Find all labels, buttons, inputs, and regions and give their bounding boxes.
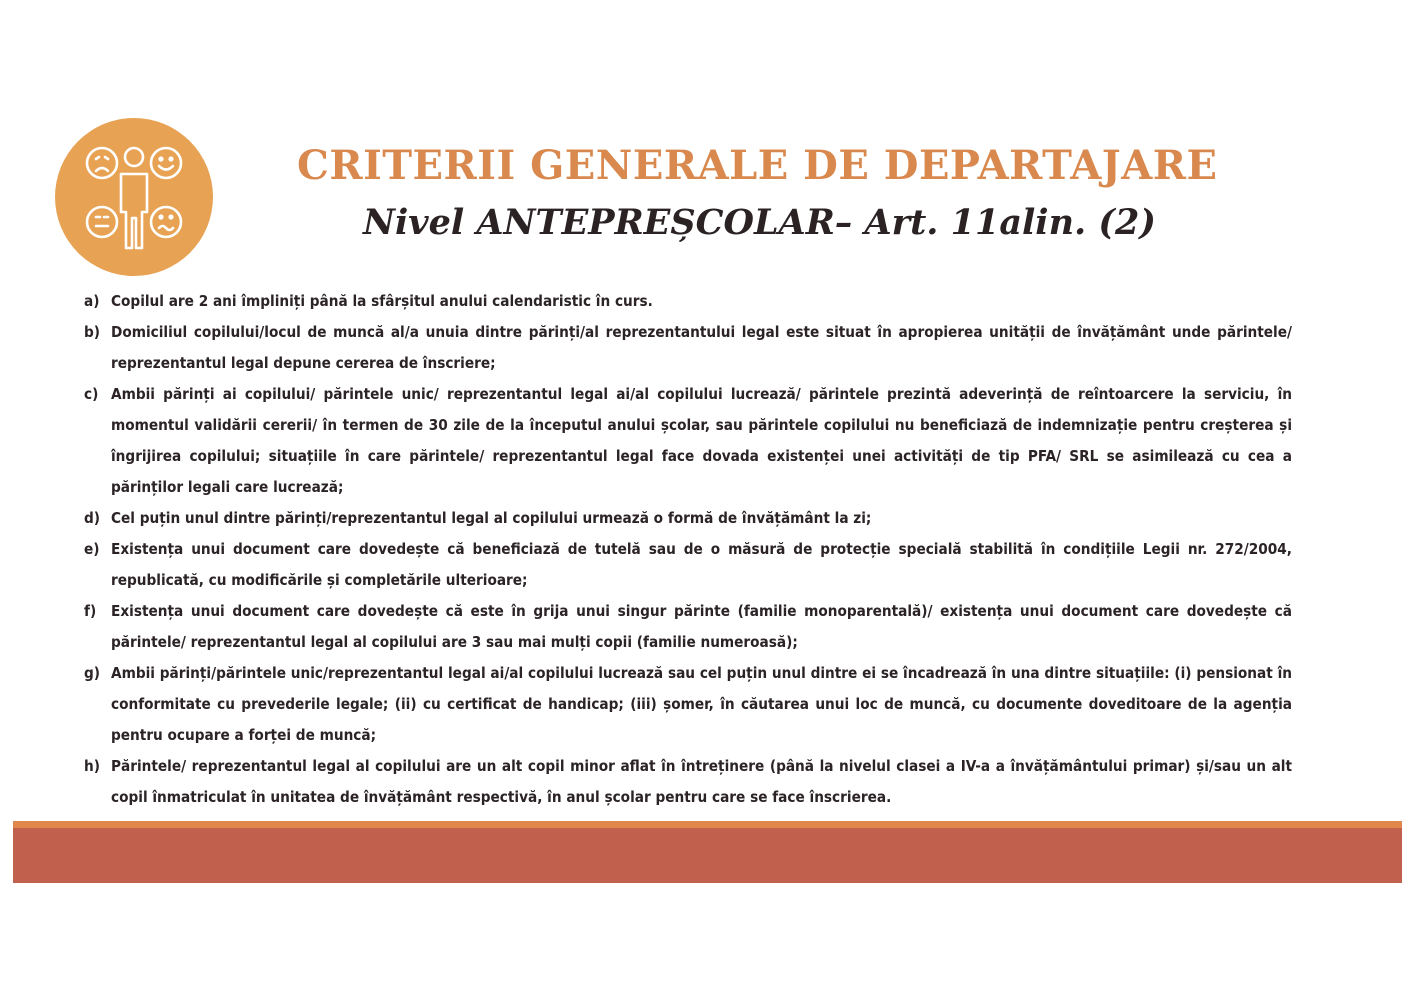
item-text: Părintele/ reprezentantul legal al copilului are un alt copil minor aflat în întreținere (până la nivelul clasei a IV-a a învățământului primar) și/sau un alt copil înmatriculat în unitatea de învățământ respectivă, în anul școlar pentru care se face înscrierea. [111,757,1292,806]
criteria-list [84,286,1292,813]
item-text: Cel puțin unul dintre părinți/reprezentantul legal al copilului urmează o formă de învățământ la zi; [111,509,872,527]
item-letter: c) [84,385,99,403]
list-item [84,596,1292,658]
list-item [84,751,1292,813]
item-text: Ambii părinți ai copilului/ părintele unic/ reprezentantul legal ai/al copilului lucrează/ părintele prezintă adeverință de reîntoarcere la serviciu, în momentul validării cererii/ în termen de 30 zile de la începutul anului școlar, sau părintele copilului nu beneficiază de indemnizație pentru creșterea și îngrijirea copilului; situațiile în care părintele/ reprezentantul legal face dovada existenței unei activități de tip PFA/ SRL se asimilează cu cea a părinților legali care lucrează; [111,385,1292,496]
list-item [84,317,1292,379]
page-title: CRITERII GENERALE DE DEPARTAJARE [297,142,1218,189]
item-text: Ambii părinți/părintele unic/reprezentantul legal ai/al copilului lucrează sau cel puțin unul dintre ei se încadrează în una dintre situațiile: (i) pensionat în conformitate cu prevederile legale; (ii) cu certificat de handicap; (iii) șomer, în căutarea unui loc de muncă, cu documente doveditoare de la agenția pentru ocupare a forței de muncă; [111,664,1292,744]
page-subtitle: Nivel ANTEPREȘCOLAR– Art. 11alin. (2) [363,202,1156,243]
logo-people-emotions-icon [55,118,213,276]
item-letter: d) [84,509,101,527]
list-item [84,503,1292,534]
list-item [84,286,1292,317]
item-letter: g) [84,664,101,682]
item-letter: h) [84,757,100,775]
footer-band [13,821,1402,883]
item-letter: b) [84,323,101,341]
item-text: Existența unui document care dovedește că este în grija unui singur părinte (familie monoparentală)/ existența unui document care dovedește că părintele/ reprezentantul legal al copilului are 3 sau mai mulți copii (familie numeroasă); [111,602,1292,651]
item-text: Domiciliul copilului/locul de muncă al/a unuia dintre părinți/al reprezentantului legal este situat în apropierea unității de învățământ unde părintele/ reprezentantul legal depune cererea de înscriere; [111,323,1292,372]
item-letter: f) [84,602,97,620]
list-item [84,658,1292,751]
item-text: Existența unui document care dovedește că beneficiază de tutelă sau de o măsură de protecție specială stabilită în condițiile Legii nr. 272/2004, republicată, cu modificările și completările ulterioare; [111,540,1292,589]
list-item [84,534,1292,596]
item-letter: a) [84,292,100,310]
item-letter: e) [84,540,100,558]
item-text: Copilul are 2 ani împliniți până la sfârșitul anului calendaristic în curs. [111,292,653,310]
list-item [84,379,1292,503]
